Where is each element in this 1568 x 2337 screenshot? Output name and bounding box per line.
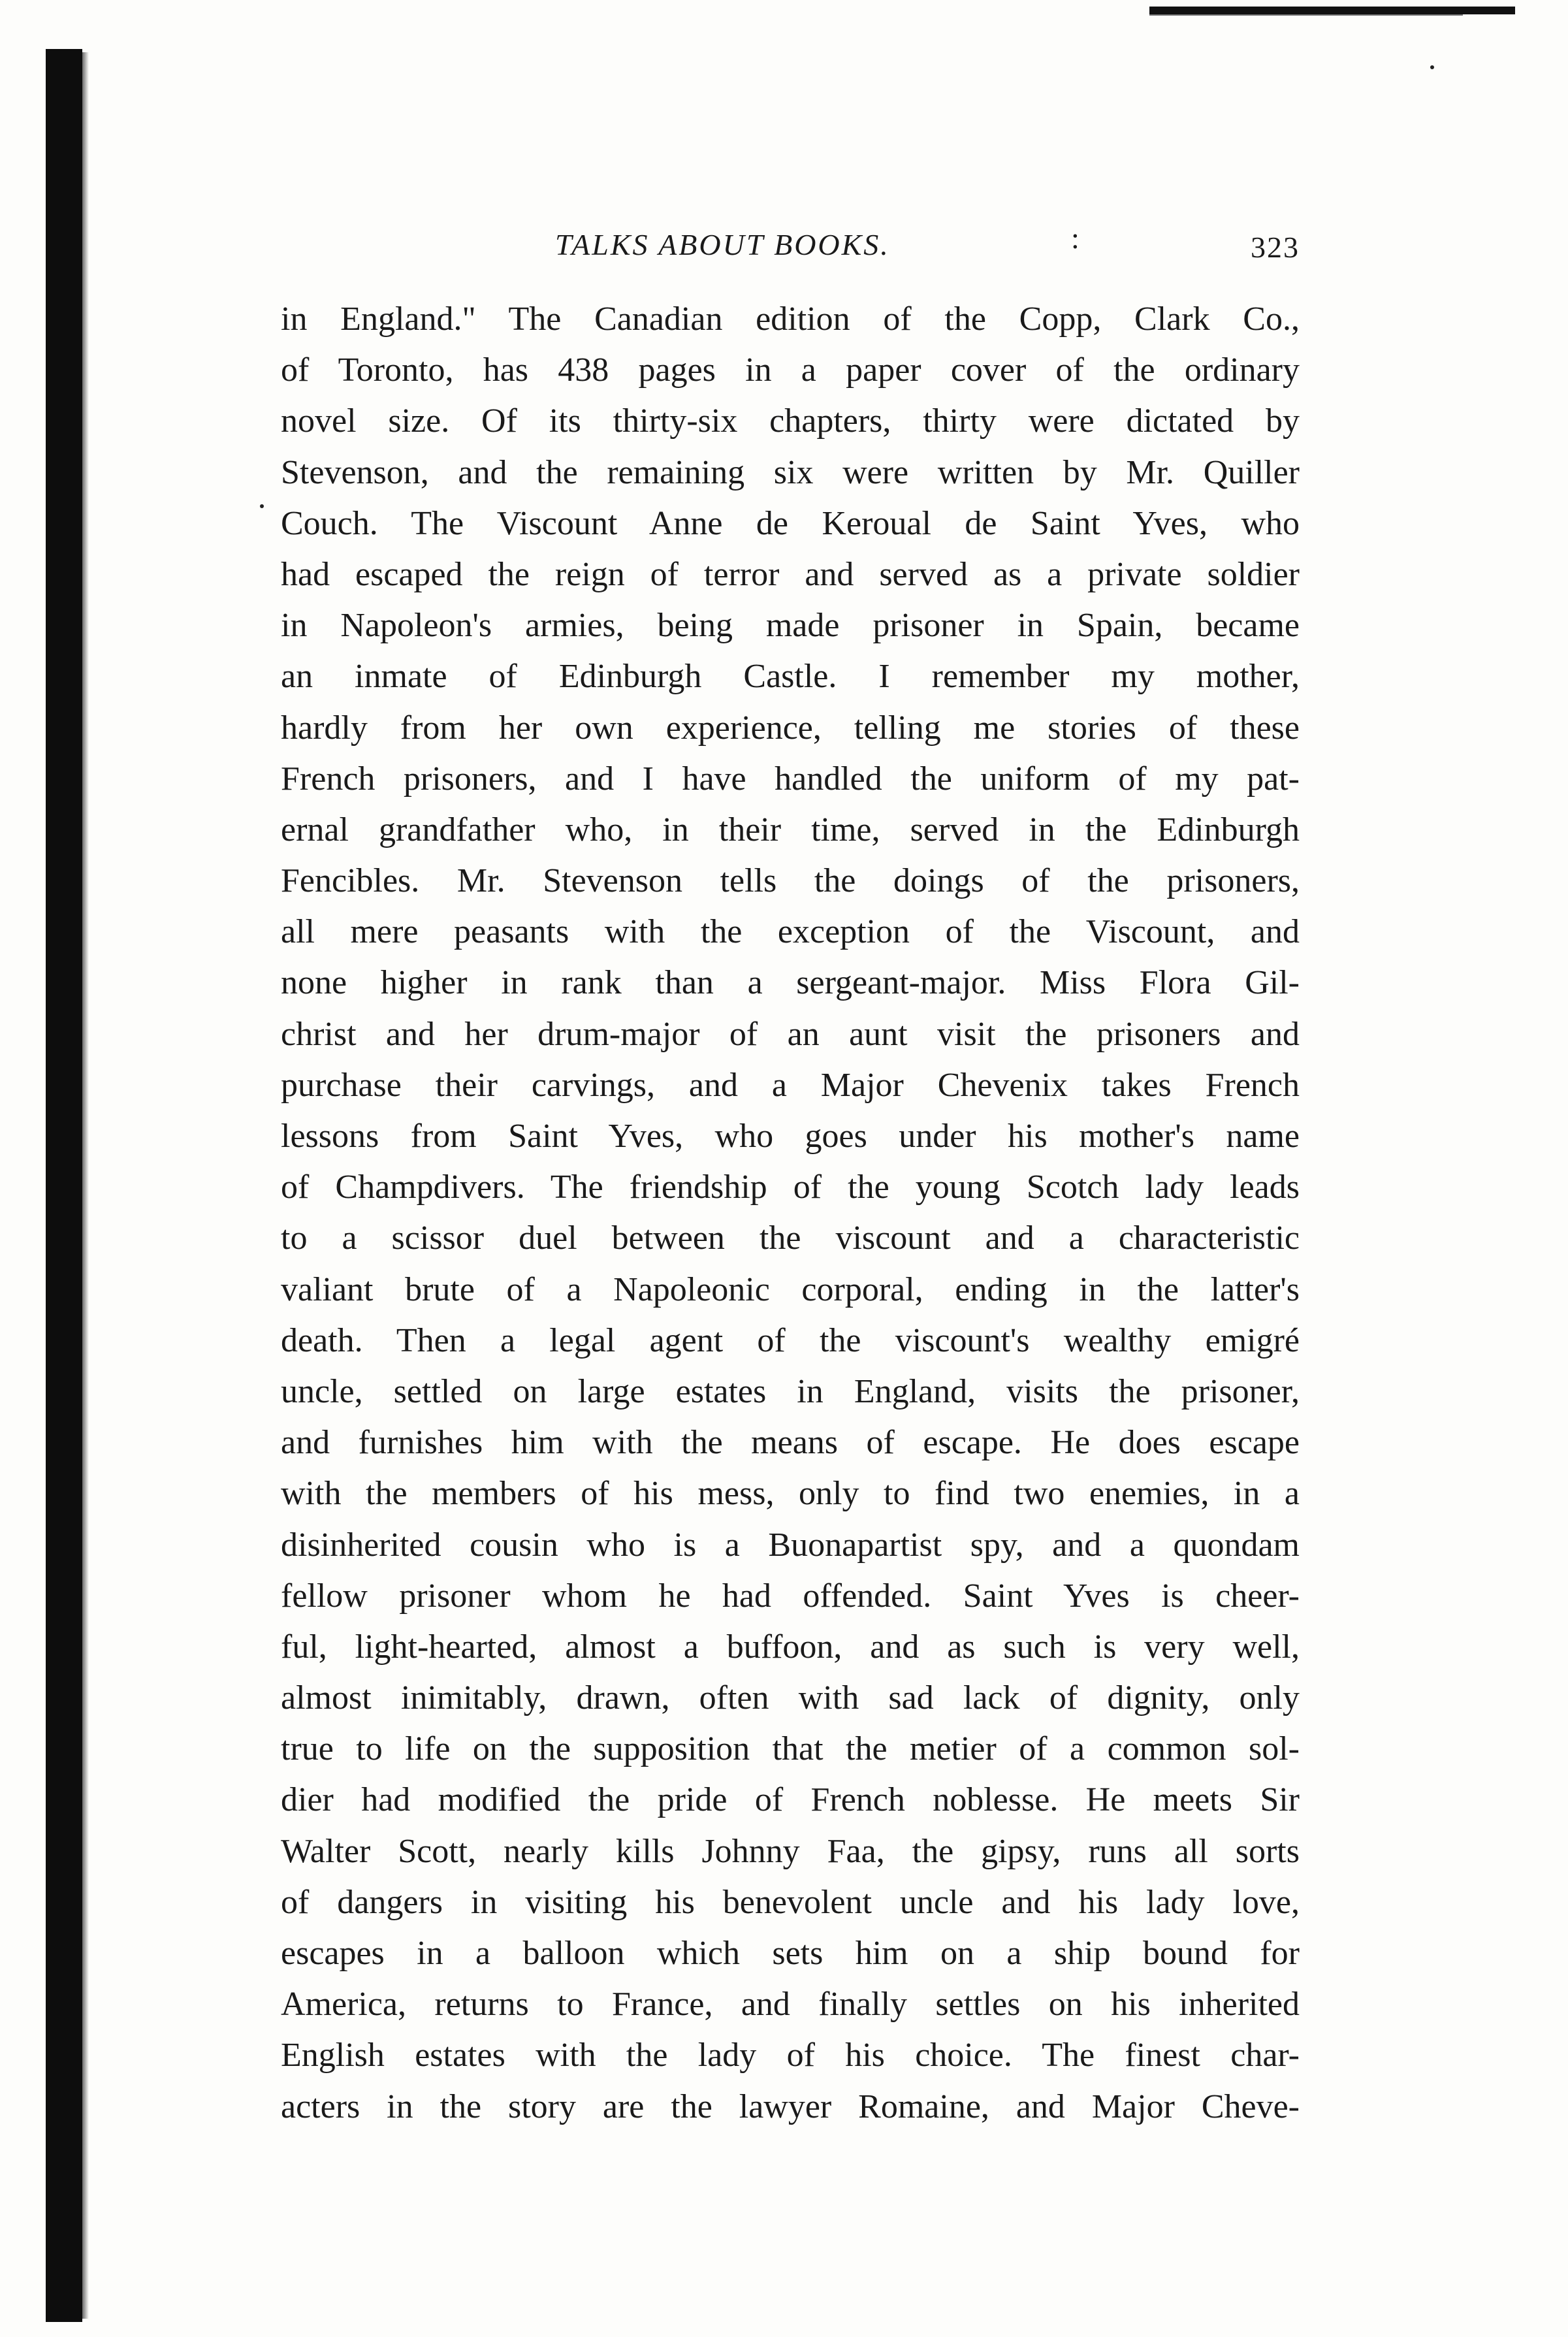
text-line: an inmate of Edinburgh Castle. I remember my mother, [281, 658, 1300, 696]
text-line: christ and her drum-major of an aunt visit the prisoners and [281, 1015, 1300, 1053]
text-line: of Champdivers. The friendship of the young Scotch lady leads [281, 1168, 1300, 1206]
text-line: purchase their carvings, and a Major Chevenix takes French [281, 1066, 1300, 1104]
text-line: of Toronto, has 438 pages in a paper cover of the ordinary [281, 351, 1300, 389]
text-line: uncle, settled on large estates in England, visits the prisoner, [281, 1372, 1300, 1410]
text-line: Stevenson, and the remaining six were written by Mr. Quiller [281, 453, 1300, 491]
text-line: of dangers in visiting his benevolent uncle and his lady love, [281, 1883, 1300, 1921]
top-edge-thin-rule [1149, 14, 1463, 16]
text-line: to a scissor duel between the viscount and a characteristic [281, 1219, 1300, 1257]
text-line: true to life on the supposition that the metier of a common sol- [281, 1730, 1300, 1768]
gutter-fade [82, 52, 89, 2319]
text-line: disinherited cousin who is a Buonapartist spy, and a quondam [281, 1526, 1300, 1564]
text-line: Couch. The Viscount Anne de Keroual de Saint Yves, who [281, 504, 1300, 542]
text-line: Fencibles. Mr. Stevenson tells the doings of the prisoners, [281, 862, 1300, 900]
ink-speck [1430, 65, 1434, 69]
text-line: escapes in a balloon which sets him on a ship bound for [281, 1935, 1300, 1972]
body-text [281, 294, 1300, 2133]
text-line: acters in the story are the lawyer Romaine, and Major Cheve- [281, 2087, 1300, 2125]
text-line: ernal grandfather who, in their time, served in the Edinburgh [281, 811, 1300, 848]
text-line: all mere peasants with the exception of the Viscount, and [281, 913, 1300, 951]
text-line: ful, light-hearted, almost a buffoon, and as such is very well, [281, 1628, 1300, 1666]
text-line: America, returns to France, and finally settles on his inherited [281, 1986, 1300, 2023]
stray-colon-mark: : [1071, 221, 1080, 255]
text-line: in England." The Canadian edition of the Copp, Clark Co., [281, 300, 1300, 338]
text-line: death. Then a legal agent of the viscount's wealthy emigré [281, 1321, 1300, 1359]
text-line: none higher in rank than a sergeant-major. Miss Flora Gil- [281, 964, 1300, 1002]
text-line: valiant brute of a Napoleonic corporal, ending in the latter's [281, 1270, 1300, 1308]
running-head: TALKS ABOUT BOOKS. [555, 228, 890, 261]
page-gutter-shadow [46, 49, 82, 2322]
text-line: Walter Scott, nearly kills Johnny Faa, the gipsy, runs all sorts [281, 1832, 1300, 1870]
text-line: and furnishes him with the means of escape. He does escape [281, 1424, 1300, 1462]
text-line: French prisoners, and I have handled the uniform of my pat- [281, 760, 1300, 798]
text-line: dier had modified the pride of French noblesse. He meets Sir [281, 1781, 1300, 1819]
text-line: with the members of his mess, only to find two enemies, in a [281, 1475, 1300, 1513]
text-line: English estates with the lady of his choice. The finest char- [281, 2037, 1300, 2074]
text-line: had escaped the reign of terror and served as a private soldier [281, 555, 1300, 593]
page-number: 323 [1251, 231, 1300, 264]
text-line: novel size. Of its thirty-six chapters, thirty were dictated by [281, 402, 1300, 440]
text-line: lessons from Saint Yves, who goes under his mother's name [281, 1118, 1300, 1155]
text-line: hardly from her own experience, telling me stories of these [281, 709, 1300, 747]
ink-speck [260, 504, 264, 508]
page-header [281, 221, 1300, 286]
text-line: almost inimitably, drawn, often with sad lack of dignity, only [281, 1679, 1300, 1717]
text-line: in Napoleon's armies, being made prisoner in Spain, became [281, 607, 1300, 645]
top-edge-rule [1149, 7, 1515, 14]
text-line: fellow prisoner whom he had offended. Saint Yves is cheer- [281, 1577, 1300, 1615]
